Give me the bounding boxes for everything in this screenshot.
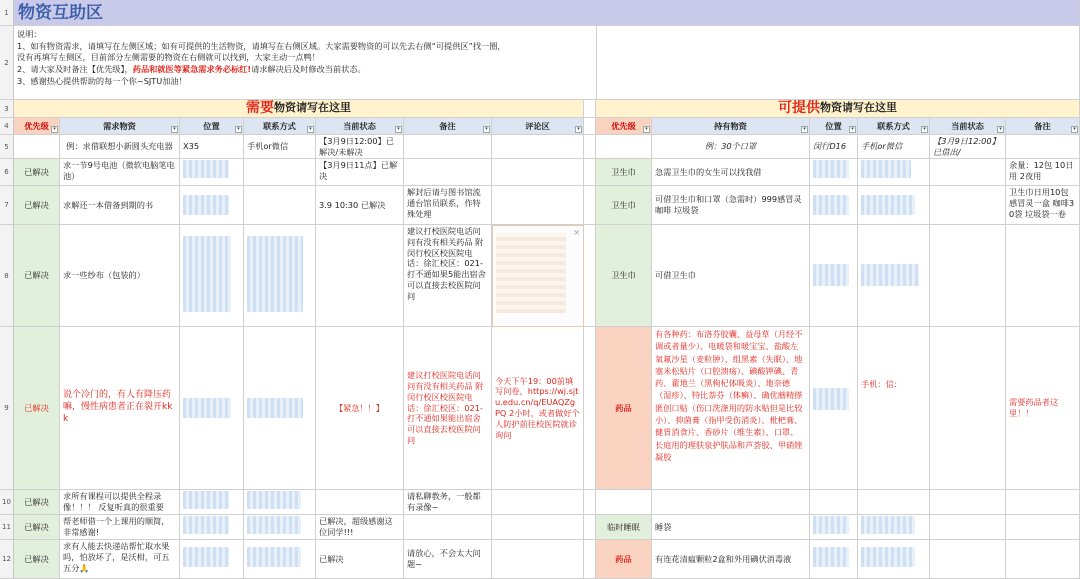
row-number[interactable]: 4 [0,118,14,135]
offer-item-cell[interactable]: 有各种药：布洛芬胶囊、益母草（月经不调或者量少）、电暖袋和暖宝宝、盐酸左氧氟沙星（麦粒肿）、组黑素（失眠）、地塞米松贴片（口腔溃疡）、碘酸钾碘、青药、藿地兰（黑枸杞体吸炎）、地奈德（湿疹）、特比萘芬（体癣）、确优蘑精搽匿创口贴（伤口洗涤用的防水贴但是比较小）、抑菌膏（指甲受伤消炎）、枇杷膏、健胃消食片、香砂片（维生素）、口罩、长庭用的理肤泉护肤品和芦荟胶、甲硝锉凝胶 [652,327,810,490]
priority-cell[interactable]: 已解决 [14,490,60,515]
header-need[interactable]: 需求物资 ▾ [60,118,180,135]
empty-cell[interactable] [596,26,1080,100]
offer-item-cell[interactable]: 睡袋 [652,515,810,540]
offer-priority-cell[interactable]: 临时睡眠 [596,515,652,540]
cell[interactable] [492,159,584,186]
row-number[interactable]: 12 [0,540,14,579]
cell[interactable] [596,490,652,515]
redacted-text [247,516,301,534]
contact-cell[interactable] [244,540,316,579]
dropdown-filter-icon[interactable]: ▾ [307,126,314,133]
notes-line: 1、如有物资需求，请填写在左侧区域；如有可提供的生活物资，请填写在右侧区域。大家需要物资的可以先去右侧“可提供区”找一圈， [17,40,506,51]
header-offer-note[interactable]: 备注 ▾ [1006,118,1080,135]
cell[interactable] [316,490,404,515]
redacted-text [247,491,301,509]
location-cell[interactable] [180,186,244,225]
priority-cell[interactable]: 已解决 [14,540,60,579]
cell[interactable] [404,159,492,186]
gap-cell [584,186,596,225]
gap-cell [584,515,596,540]
offer-contact-cell[interactable] [858,515,930,540]
cell[interactable] [492,540,584,579]
need-rest: 物资请写在这里 [274,101,351,115]
status-cell[interactable]: 【3月9日11点】已解决 [316,159,404,186]
row-number[interactable]: 11 [0,515,14,540]
dropdown-filter-icon[interactable]: ▾ [801,126,808,133]
example-offer-item[interactable]: 例：30个口罩 [652,135,810,159]
cell[interactable] [930,225,1006,327]
row-number[interactable]: 9 [0,327,14,490]
offer-location-cell[interactable] [810,186,858,225]
offer-contact-cell[interactable] [858,159,930,186]
priority-cell[interactable]: 已解决 [14,159,60,186]
gap-cell [584,327,596,490]
header-offer-location[interactable]: 位置 ▾ [810,118,858,135]
header-offer-status[interactable]: 当前状态 ▾ [930,118,1006,135]
cell[interactable] [14,135,60,159]
header-note[interactable]: 备注 ▾ [404,118,492,135]
example-need[interactable]: 例：求借联想小新圆头充电器 [60,135,180,159]
need-section-title [14,100,584,118]
header-offer-item[interactable]: 持有物资 ▾ [652,118,810,135]
redacted-text [813,388,849,410]
offer-item-cell[interactable]: 急需卫生巾的女生可以找我借 [652,159,810,186]
cell[interactable] [1006,225,1080,327]
redacted-text [813,264,849,286]
cell[interactable] [930,490,1006,515]
cell[interactable] [1006,540,1080,579]
redacted-text [247,236,303,312]
gap-cell [584,135,596,159]
contact-cell[interactable] [244,225,316,327]
cell[interactable] [492,186,584,225]
location-cell[interactable] [180,159,244,186]
header-offer-priority[interactable]: 优先级 ▾ [596,118,652,135]
status-cell[interactable]: 已解决 [316,540,404,579]
cell[interactable] [858,490,930,515]
example-offer-contact[interactable]: 手机or微信 [858,135,930,159]
comment-cell[interactable] [492,225,584,327]
need-cell[interactable]: 求一节9号电池（微软电脑笔电池） [60,159,180,186]
row-number[interactable]: 7 [0,186,14,225]
comment-cell[interactable]: 今天下午19：00前填写问卷，https://wj.sjtu.edu.cn/q/EUAQZgPQ 2小时，或者做好个人防护前往校医院就诊询问 [492,327,584,490]
redacted-text [813,195,849,215]
redacted-text [247,398,303,418]
header-offer-contact[interactable]: 联系方式 ▾ [858,118,930,135]
header-priority[interactable]: 优先级 ▾ [14,118,60,135]
dropdown-filter-icon[interactable]: ▾ [575,126,582,133]
dropdown-filter-icon[interactable]: ▾ [997,126,1004,133]
location-cell[interactable] [180,490,244,515]
location-cell[interactable] [180,540,244,579]
cell[interactable] [930,186,1006,225]
notes-line: 3、感谢热心提供帮助的每一个你~SJTU加油！ [17,75,187,86]
example-location[interactable]: X35 [180,135,244,159]
offer-item-cell[interactable]: 可借卫生巾 [652,225,810,327]
instructions-cell[interactable] [14,26,596,100]
notes-text: 请求解决后及时修改当前状态。 [251,63,366,74]
redacted-text [861,547,915,567]
example-contact[interactable]: 手机or微信 [244,135,316,159]
offer-priority-cell[interactable]: 药品 [596,327,652,490]
cell[interactable] [1006,135,1080,159]
offer-location-cell[interactable] [810,159,858,186]
dropdown-filter-icon[interactable]: ▾ [921,126,928,133]
offer-section-title [596,100,1080,118]
offer-location-cell[interactable] [810,515,858,540]
gap-cell [584,225,596,327]
location-cell[interactable] [180,515,244,540]
offer-contact-cell[interactable] [858,186,930,225]
offer-location-cell[interactable] [810,327,858,490]
row-number[interactable]: 2 [0,26,14,100]
offer-item-cell[interactable]: 可借卫生巾和口罩（急需时）999感冒灵 咖啡 垃圾袋 [652,186,810,225]
offer-location-cell[interactable] [810,225,858,327]
offer-contact-cell[interactable] [858,540,930,579]
cell[interactable] [404,515,492,540]
cell[interactable] [492,515,584,540]
priority-cell[interactable]: 已解决 [14,515,60,540]
example-offer-location[interactable]: 闵行D16 [810,135,858,159]
status-cell[interactable]: 已解决，超级感谢这位同学!!! [316,515,404,540]
cell[interactable] [810,490,858,515]
location-cell[interactable] [180,327,244,490]
redacted-text [813,547,849,567]
cell[interactable] [596,135,652,159]
redacted-text [183,195,229,215]
redacted-text [813,516,849,534]
row-number[interactable]: 6 [0,159,14,186]
redacted-text [183,398,231,418]
note-cell[interactable]: 请放心，不会太大问题~ [404,540,492,579]
offer-location-cell[interactable] [810,540,858,579]
offer-priority-cell[interactable]: 卫生巾 [596,225,652,327]
offer-rest: 物资请写在这里 [820,101,897,115]
gap-cell [584,490,596,515]
offer-priority-cell[interactable]: 卫生巾 [596,159,652,186]
note-cell[interactable]: 解封后请与图书馆流通台馆员联系，作特殊处理 [404,186,492,225]
dropdown-filter-icon[interactable]: ▾ [51,126,58,133]
notes-text: 2、请大家及时备注【优先级】， [17,63,133,74]
dropdown-filter-icon[interactable]: ▾ [643,126,650,133]
status-cell[interactable]: 3.9 10:30 已解决 [316,186,404,225]
priority-cell[interactable]: 已解决 [14,327,60,490]
redacted-text [861,516,915,534]
need-em: 需要 [246,100,274,117]
notes-line: 没有再填写左侧区，目前部分左侧需要的物资在右侧就可以找到，大家主动一点鸭！ [17,52,320,63]
offer-contact-cell[interactable] [858,225,930,327]
contact-cell[interactable] [244,515,316,540]
redacted-text [861,195,915,215]
cell[interactable] [930,159,1006,186]
redacted-text [183,236,231,312]
header-contact[interactable]: 联系方式 ▾ [244,118,316,135]
dropdown-filter-icon[interactable]: ▾ [235,126,242,133]
offer-note-cell[interactable]: 需要药品者这里！！ [1006,327,1080,490]
header-location[interactable]: 位置 ▾ [180,118,244,135]
dropdown-filter-icon[interactable]: ▾ [395,126,402,133]
need-cell[interactable]: 求有人能去快递站帮忙取水果吗，怕放坏了，是沃柑，可五五分🙏 [60,540,180,579]
note-cell[interactable]: 建议打校医院电话问问有没有相关药品 附闵行校区校医院电话：徐汇校区：021-打不通如果能出宿舍可以直接去校医院问问 [404,327,492,490]
cell[interactable] [930,327,1006,490]
priority-cell[interactable]: 已解决 [14,225,60,327]
cell[interactable] [492,135,584,159]
cell[interactable] [492,490,584,515]
cell[interactable] [316,225,404,327]
row-number[interactable]: 3 [0,100,14,118]
gap-cell [584,159,596,186]
cell[interactable] [404,135,492,159]
status-cell[interactable]: 【紧急！！】 [316,327,404,490]
priority-cell[interactable]: 已解决 [14,186,60,225]
notes-line: 说明： [17,29,42,39]
redacted-text [247,547,301,567]
gap-cell [584,540,596,579]
row-number[interactable]: 5 [0,135,14,159]
cell[interactable] [1006,490,1080,515]
header-status[interactable]: 当前状态 ▾ [316,118,404,135]
dropdown-filter-icon[interactable]: ▾ [849,126,856,133]
offer-priority-cell[interactable]: 卫生巾 [596,186,652,225]
sheet-title: 物资互助区 [14,0,1080,26]
gap-cell [584,118,596,135]
redacted-text [861,160,911,178]
cell[interactable] [930,540,1006,579]
comment-image [496,233,566,313]
header-comment[interactable]: 评论区 ▾ [492,118,584,135]
need-cell[interactable]: 帮老师借一个上课用的顺简，非常感谢! [60,515,180,540]
contact-cell[interactable] [244,327,316,490]
redacted-text [183,491,229,509]
location-cell[interactable] [180,225,244,327]
dropdown-filter-icon[interactable]: ▾ [171,126,178,133]
note-cell[interactable]: 建议打校医院电话问问有没有相关药品 附闵行校区校医院电话：徐汇校区：021-打不通如果5能出宿舍可以直接去校医院问问 [404,225,492,327]
close-icon: × [573,228,580,237]
notes-line [17,64,593,76]
contact-cell[interactable] [244,490,316,515]
cell[interactable] [930,515,1006,540]
cell[interactable] [244,186,316,225]
offer-contact-cell[interactable]: 手机：信： [858,327,930,490]
need-cell[interactable]: 求一些纱布（包装的） [60,225,180,327]
gap-cell [584,100,596,118]
redacted-text [183,547,229,567]
cell[interactable] [244,159,316,186]
need-cell[interactable]: 求所有课程可以提供全程录像！！！ 反复听真的很重要 [60,490,180,515]
dropdown-filter-icon[interactable]: ▾ [1071,126,1078,133]
redacted-text [183,160,229,178]
offer-note-cell[interactable]: 卫生巾日用10包 感冒灵一盒 咖啡30袋 垃圾袋一卷 [1006,186,1080,225]
need-cell[interactable]: 求解还一本借备到期的书 [60,186,180,225]
urgent-note: 药品和就医等紧急需求务必标红! [132,63,252,74]
example-status[interactable]: 【3月9日12:00】已解决/未解决 [316,135,404,159]
dropdown-filter-icon[interactable]: ▾ [483,126,490,133]
redacted-text [183,516,229,534]
example-offer-status[interactable]: 【3月9日12:00】已借出/ [930,135,1006,159]
offer-item-cell[interactable]: 有连花清瘟颗粒2盒和外用碘伏消毒液 [652,540,810,579]
need-cell[interactable]: 说个冷门的，有人有降压药嘛，慢性病患者正在裂开kkk [60,327,180,490]
cell[interactable] [1006,515,1080,540]
offer-priority-cell[interactable]: 药品 [596,540,652,579]
cell[interactable] [652,490,810,515]
offer-note-cell[interactable]: 余量：12包 10日用 2夜用 [1006,159,1080,186]
redacted-text [861,264,919,286]
row-number[interactable]: 10 [0,490,14,515]
row-number[interactable]: 1 [0,0,14,26]
offer-em: 可提供 [778,100,820,117]
row-number[interactable]: 8 [0,225,14,327]
redacted-text [813,160,849,178]
note-cell[interactable]: 请私聊教务，一般都有录像~ [404,490,492,515]
